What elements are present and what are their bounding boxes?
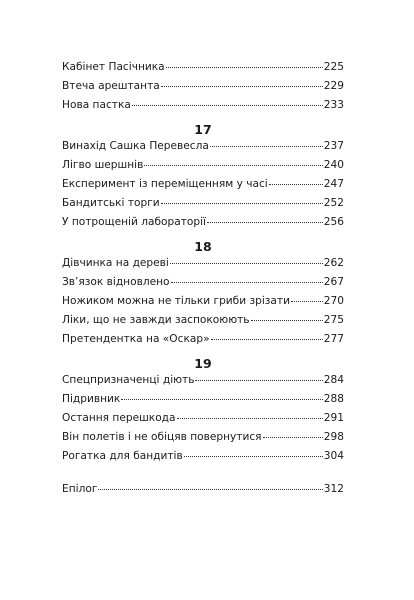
toc-entry-title: Підривник bbox=[62, 393, 121, 405]
toc-entry-page: 237 bbox=[323, 140, 344, 152]
toc-entry-title: Претендентка на «Оскар» bbox=[62, 333, 210, 345]
toc-entry-title: Експеримент із переміщенням у часі bbox=[62, 178, 268, 190]
toc-entry-title: Рогатка для бандитів bbox=[62, 450, 183, 462]
toc-entry bbox=[62, 61, 344, 80]
toc-entry bbox=[62, 333, 344, 352]
toc-entry-page: 275 bbox=[323, 314, 344, 326]
toc-entry-title: Бандитські торги bbox=[62, 197, 160, 209]
toc-entry-title: Втеча арештанта bbox=[62, 80, 160, 92]
toc-entry-page: 291 bbox=[323, 412, 344, 424]
toc-entry bbox=[62, 276, 344, 295]
toc-entry bbox=[62, 80, 344, 99]
toc-entry bbox=[62, 197, 344, 216]
toc-entry bbox=[62, 295, 344, 314]
dot-leader bbox=[184, 456, 323, 457]
toc-entry-epilogue bbox=[62, 483, 344, 502]
dot-leader bbox=[132, 105, 323, 106]
toc-entry bbox=[62, 257, 344, 276]
dot-leader bbox=[207, 222, 323, 223]
toc-entry bbox=[62, 216, 344, 235]
toc-entry-title: Зв’язок відновлено bbox=[62, 276, 170, 288]
toc-entry-title: Ліки, що не завжди заспокоюють bbox=[62, 314, 250, 326]
toc-entry-page: 270 bbox=[323, 295, 344, 307]
toc-entry-title: Остання перешкода bbox=[62, 412, 176, 424]
dot-leader bbox=[210, 146, 323, 147]
toc-entry-title: Лігво шершнів bbox=[62, 159, 144, 171]
dot-leader bbox=[170, 263, 323, 264]
toc-entry-page: 247 bbox=[323, 178, 344, 190]
toc-entry-page: 225 bbox=[323, 61, 344, 73]
toc-entry bbox=[62, 314, 344, 333]
toc-entry bbox=[62, 393, 344, 412]
dot-leader bbox=[263, 437, 323, 438]
toc-entry-page: 304 bbox=[323, 450, 344, 462]
toc-entry-page: 233 bbox=[323, 99, 344, 111]
toc-entry bbox=[62, 450, 344, 469]
toc-entry-page: 252 bbox=[323, 197, 344, 209]
toc-entry-page: 298 bbox=[323, 431, 344, 443]
dot-leader bbox=[291, 301, 323, 302]
dot-leader bbox=[251, 320, 323, 321]
dot-leader bbox=[211, 339, 323, 340]
table-of-contents bbox=[62, 61, 344, 502]
toc-entry bbox=[62, 178, 344, 197]
dot-leader bbox=[171, 282, 323, 283]
toc-entry-title: Нова пастка bbox=[62, 99, 131, 111]
toc-entry-title: Ножиком можна не тільки гриби зрізати bbox=[62, 295, 290, 307]
toc-entry-page: 267 bbox=[323, 276, 344, 288]
dot-leader bbox=[195, 380, 322, 381]
dot-leader bbox=[144, 165, 322, 166]
toc-entry-page: 229 bbox=[323, 80, 344, 92]
toc-entry bbox=[62, 140, 344, 159]
toc-entry-title: Спецпризначенці діють bbox=[62, 374, 195, 386]
toc-entry-page: 288 bbox=[323, 393, 344, 405]
toc-entry bbox=[62, 99, 344, 118]
chapter-heading: 18 bbox=[194, 239, 212, 254]
dot-leader bbox=[121, 399, 322, 400]
toc-entry-page: 240 bbox=[323, 159, 344, 171]
toc-entry-page: 262 bbox=[323, 257, 344, 269]
toc-entry-title: Винахід Сашка Перевесла bbox=[62, 140, 209, 152]
chapter-heading: 19 bbox=[194, 356, 212, 371]
toc-entry-page: 284 bbox=[323, 374, 344, 386]
dot-leader bbox=[177, 418, 323, 419]
section-gap bbox=[62, 469, 344, 483]
toc-entry-title: Він полетів і не обіцяв повернутися bbox=[62, 431, 262, 443]
toc-entry bbox=[62, 159, 344, 178]
toc-entry-page: 312 bbox=[323, 483, 344, 495]
dot-leader bbox=[269, 184, 323, 185]
dot-leader bbox=[161, 203, 323, 204]
dot-leader bbox=[98, 489, 322, 490]
toc-entry bbox=[62, 412, 344, 431]
dot-leader bbox=[166, 67, 323, 68]
dot-leader bbox=[161, 86, 323, 87]
toc-entry-title: Кабінет Пасічника bbox=[62, 61, 165, 73]
toc-entry bbox=[62, 374, 344, 393]
toc-entry-page: 256 bbox=[323, 216, 344, 228]
toc-entry bbox=[62, 431, 344, 450]
toc-entry-title: У потрощеній лабораторії bbox=[62, 216, 206, 228]
toc-entry-title: Дівчинка на дереві bbox=[62, 257, 169, 269]
toc-entry-title: Епілог bbox=[62, 483, 98, 495]
chapter-heading: 17 bbox=[194, 122, 212, 137]
toc-entry-page: 277 bbox=[323, 333, 344, 345]
